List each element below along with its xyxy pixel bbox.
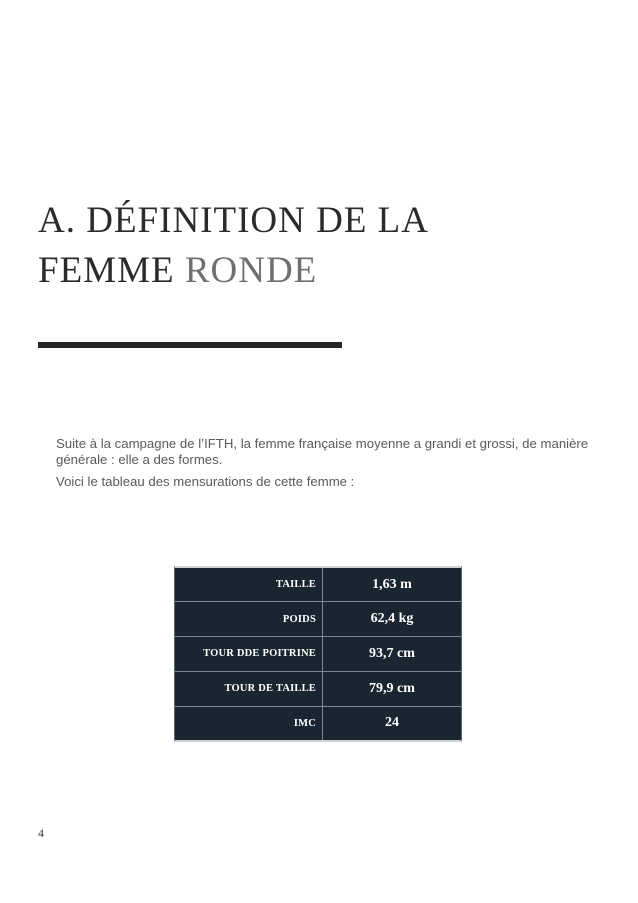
intro-paragraph-2: Voici le tableau des mensurations de cette femme : [56,474,355,489]
row-value: 1,63 m [323,568,462,602]
row-label: IMC [175,706,323,740]
table-row [175,637,461,672]
row-label: TAILLE [175,568,323,602]
section-heading [38,196,429,296]
heading-line-1: A. DÉFINITION DE LA [38,200,429,241]
table-row [175,706,461,740]
row-value: 93,7 cm [323,637,462,672]
table-row [175,568,461,602]
intro-paragraph-1: Suite à la campagne de l’IFTH, la femme française moyenne a grandi et grossi, de manière générale : elle a des formes. [56,436,589,467]
table-row [175,671,461,706]
row-value: 79,9 cm [323,671,462,706]
heading-line-2-accent: RONDE [184,250,318,291]
intro-text [56,436,596,490]
row-label: POIDS [175,602,323,637]
measurements-table [174,566,462,742]
row-label: TOUR DDE POITRINE [175,637,323,672]
heading-line-2-main: FEMME [38,250,175,291]
page-number: 4 [38,826,44,840]
row-value: 24 [385,715,399,731]
row-label: TOUR DE TAILLE [175,671,323,706]
table-row [175,602,461,637]
row-value: 62,4 kg [323,602,462,637]
heading-divider [38,342,342,348]
